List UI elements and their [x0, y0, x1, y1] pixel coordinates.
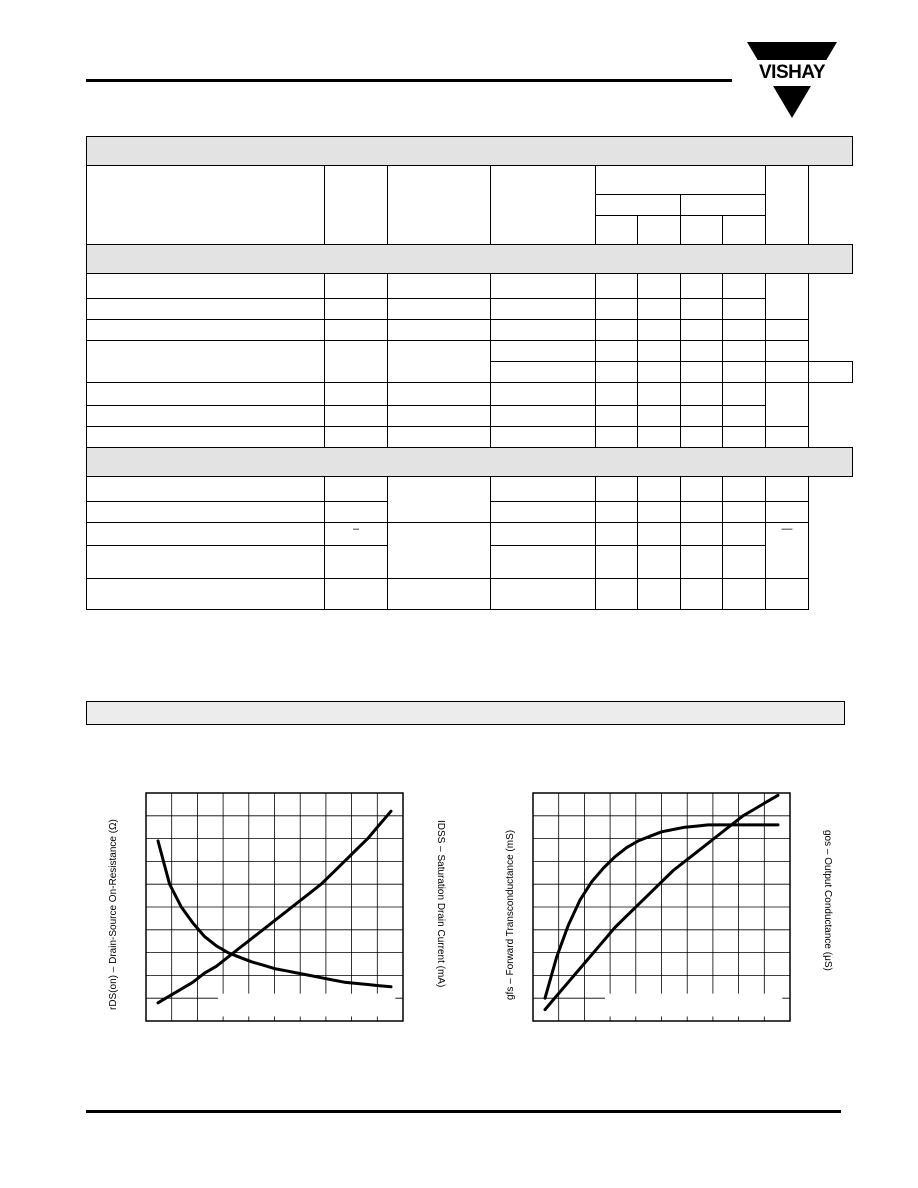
table-cell	[87, 137, 853, 166]
chart-1-ylabel: rDS(on) – Drain-Source On-Resistance (Ω)	[108, 819, 119, 1010]
table-cell	[723, 406, 766, 427]
table-cell	[638, 320, 681, 341]
table-cell	[388, 274, 491, 299]
table-cell	[491, 341, 596, 362]
table-row	[87, 341, 853, 362]
table-cell	[766, 320, 809, 341]
table-cell	[766, 477, 809, 502]
table-cell	[491, 427, 596, 448]
chart-2-ylabel: gfs – Forward Transconductance (mS)	[505, 829, 516, 1000]
chart-2	[532, 792, 791, 1022]
table-cell	[388, 166, 491, 245]
table-cell	[723, 274, 766, 299]
section-bar	[86, 701, 845, 725]
table-cell	[638, 579, 681, 610]
table-cell	[638, 427, 681, 448]
table-cell	[766, 341, 809, 362]
table-cell	[87, 406, 325, 427]
table-cell	[723, 427, 766, 448]
table-cell	[681, 406, 723, 427]
table-row	[87, 579, 853, 610]
table-cell	[491, 274, 596, 299]
table-section-band	[87, 137, 853, 166]
table-cell	[491, 502, 596, 523]
table-cell	[723, 546, 766, 579]
table-cell	[723, 341, 766, 362]
table-cell	[87, 166, 325, 245]
annotation-area	[605, 994, 782, 1017]
table-cell	[596, 579, 638, 610]
table-cell	[325, 477, 388, 502]
table-cell	[388, 477, 491, 523]
table-cell	[388, 406, 491, 427]
table-cell	[491, 299, 596, 320]
table-cell	[87, 383, 325, 406]
table-cell	[681, 546, 723, 579]
table-cell	[596, 274, 638, 299]
table-row	[87, 477, 853, 502]
table-cell	[681, 477, 723, 502]
table-cell	[723, 216, 766, 245]
table-cell	[723, 362, 766, 383]
footer-rule	[86, 1110, 841, 1113]
table-cell: –	[325, 523, 388, 546]
table-cell	[388, 320, 491, 341]
table-cell	[638, 546, 681, 579]
table-cell	[491, 523, 596, 546]
table-cell	[681, 341, 723, 362]
table-cell	[325, 320, 388, 341]
table-cell	[325, 579, 388, 610]
table-row	[87, 406, 853, 427]
table-cell	[325, 274, 388, 299]
table-cell	[596, 362, 638, 383]
table-cell	[87, 448, 853, 477]
table-cell	[596, 427, 638, 448]
table-cell	[638, 502, 681, 523]
table-row	[87, 166, 853, 195]
table-cell	[638, 523, 681, 546]
table-cell	[596, 299, 638, 320]
table-cell	[766, 383, 809, 427]
table-cell	[388, 341, 491, 383]
table-cell	[681, 362, 723, 383]
table-section-band	[87, 245, 853, 274]
table-cell	[325, 502, 388, 523]
table-cell	[638, 216, 681, 245]
table-cell	[388, 523, 491, 579]
table-cell	[681, 274, 723, 299]
table-cell	[681, 216, 723, 245]
table-cell	[723, 579, 766, 610]
table-cell	[681, 320, 723, 341]
chart-1-ylabel-right: IDSS – Saturation Drain Current (mA)	[435, 820, 446, 988]
table-cell	[596, 406, 638, 427]
table-cell	[723, 383, 766, 406]
table-cell	[388, 383, 491, 406]
table-cell	[596, 546, 638, 579]
table-cell	[766, 427, 809, 448]
annotation-area	[218, 994, 395, 1017]
table-row	[87, 320, 853, 341]
table-cell	[87, 579, 325, 610]
table-cell	[325, 299, 388, 320]
table-cell	[325, 427, 388, 448]
table-cell	[87, 427, 325, 448]
table-cell	[681, 299, 723, 320]
table-cell	[87, 523, 325, 546]
table-cell	[596, 166, 766, 195]
chart-1	[145, 792, 404, 1022]
table-cell	[596, 320, 638, 341]
table-cell	[87, 546, 325, 579]
header-rule	[86, 79, 732, 82]
table-cell	[766, 166, 809, 245]
table-cell	[596, 195, 681, 216]
table-cell	[388, 427, 491, 448]
table-cell	[596, 216, 638, 245]
table-cell	[87, 299, 325, 320]
table-cell	[491, 383, 596, 406]
table-cell	[766, 502, 809, 523]
table-cell	[638, 341, 681, 362]
table-row	[87, 383, 853, 406]
table-cell	[638, 383, 681, 406]
table-cell	[638, 362, 681, 383]
table-cell	[491, 406, 596, 427]
table-row	[87, 523, 853, 546]
vishay-logo	[745, 40, 839, 120]
table-cell	[766, 362, 809, 383]
table-cell	[491, 579, 596, 610]
table-cell	[766, 274, 809, 320]
table-cell	[681, 427, 723, 448]
table-cell	[596, 477, 638, 502]
table-cell	[638, 274, 681, 299]
table-cell: —	[766, 523, 809, 579]
table-cell	[766, 579, 809, 610]
table-cell	[87, 341, 325, 383]
table-cell	[723, 299, 766, 320]
table-cell	[596, 502, 638, 523]
table-cell	[388, 299, 491, 320]
table-cell	[596, 383, 638, 406]
table-cell	[638, 299, 681, 320]
table-cell	[325, 546, 388, 579]
table-cell	[87, 477, 325, 502]
table-cell	[325, 383, 388, 406]
table-cell	[681, 523, 723, 546]
table-cell	[87, 320, 325, 341]
table-cell	[723, 320, 766, 341]
table-cell	[723, 477, 766, 502]
table-cell	[491, 362, 596, 383]
table-row	[87, 299, 853, 320]
table-cell	[491, 477, 596, 502]
table-section-band	[87, 448, 853, 477]
table-cell	[491, 166, 596, 245]
table-cell	[325, 341, 388, 383]
table-row	[87, 274, 853, 299]
table-cell	[681, 195, 766, 216]
table-cell	[87, 502, 325, 523]
table-cell	[87, 274, 325, 299]
chart-2-ylabel-right: gos – Output Conductance (μS)	[822, 830, 833, 971]
specifications-table	[86, 136, 853, 610]
table-row	[87, 427, 853, 448]
logo-text: VISHAY	[759, 62, 825, 83]
table-cell	[596, 523, 638, 546]
table-cell	[723, 523, 766, 546]
table-cell	[491, 320, 596, 341]
table-cell	[723, 502, 766, 523]
table-cell	[681, 579, 723, 610]
table-cell	[325, 166, 388, 245]
table-cell	[809, 362, 853, 383]
table-cell	[681, 383, 723, 406]
table-cell	[638, 406, 681, 427]
table-cell	[388, 579, 491, 610]
table-cell	[491, 546, 596, 579]
table-cell	[87, 245, 853, 274]
table-cell	[596, 341, 638, 362]
table-cell	[325, 406, 388, 427]
table-cell	[681, 502, 723, 523]
table-cell	[638, 477, 681, 502]
